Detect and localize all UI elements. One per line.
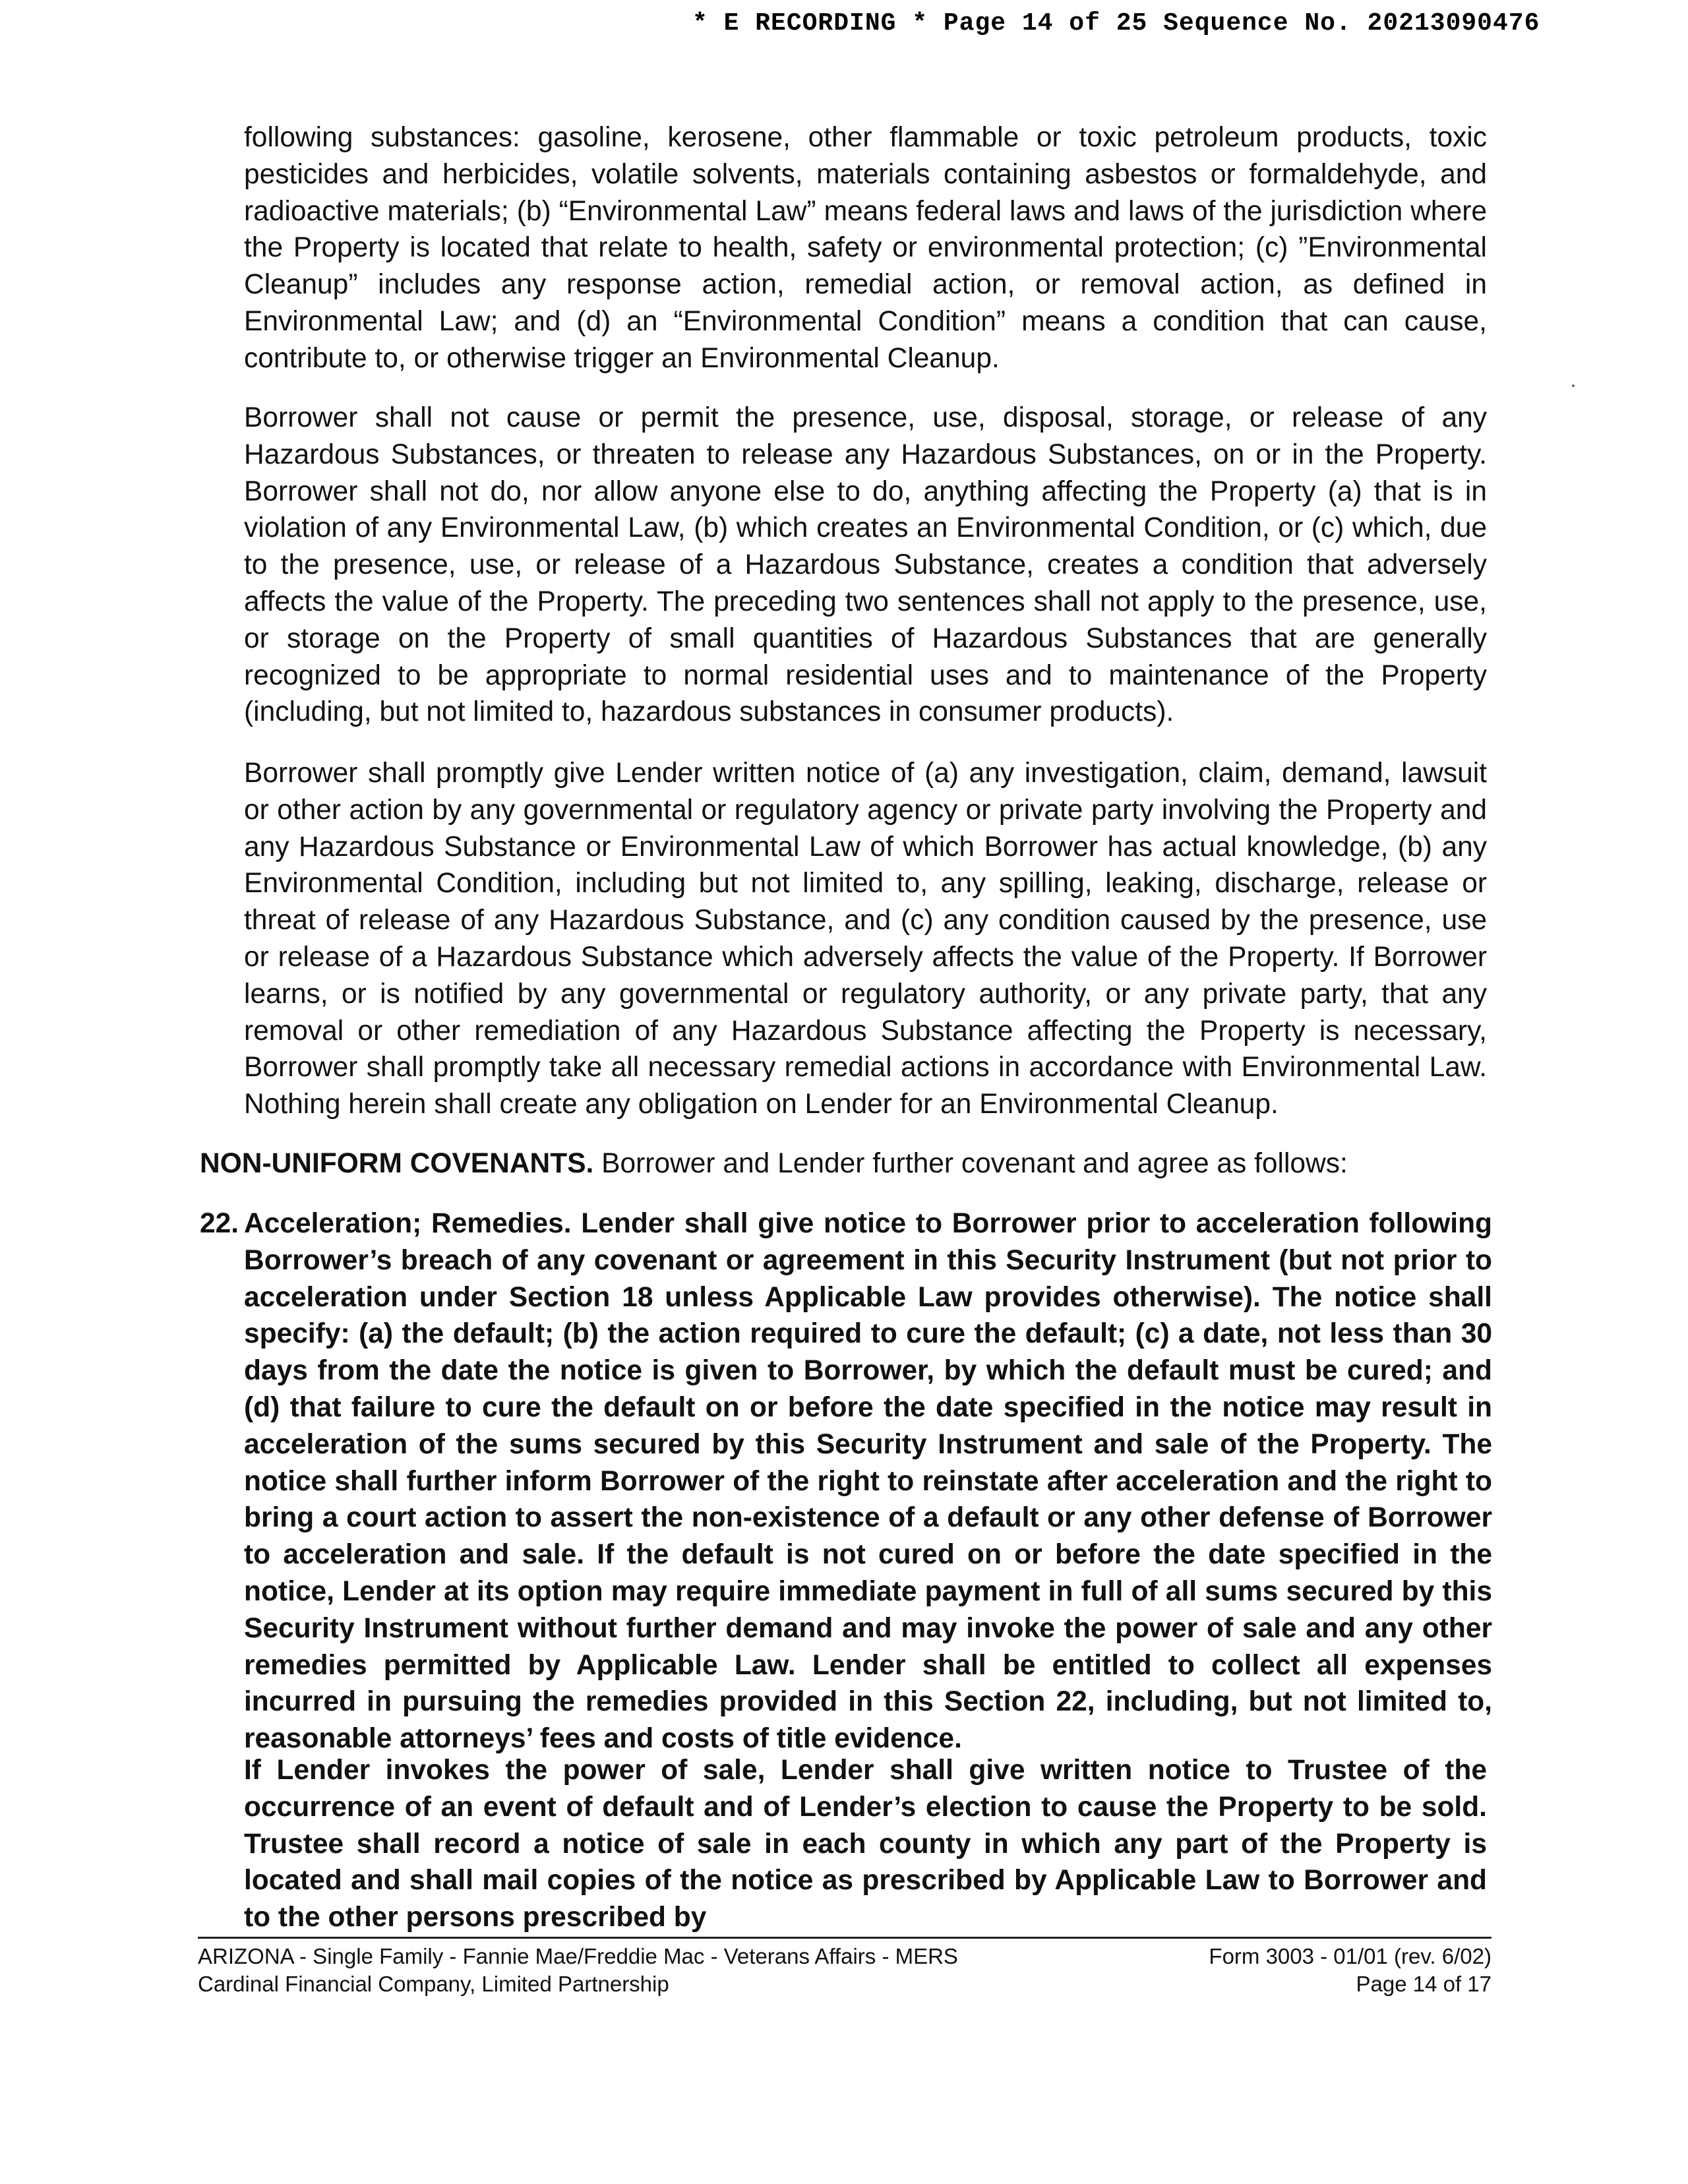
footer-page-number: Page 14 of 17 — [1356, 1972, 1492, 1996]
non-uniform-text: Borrower and Lender further covenant and agree as follows: — [593, 1148, 1348, 1179]
footer-divider — [198, 1937, 1492, 1939]
paragraph-hazardous-substances: Borrower shall not cause or permit the presence, use, disposal, storage, or release of any Hazardous Substances, or threaten to release any Hazardous Substances, on or in the Property. Borrower shall not do, nor allow anyone else to do, anything affecting the Property (a) that is in violation of any Environmental Law, (b) which creates an Environmental Condition, or (c) which, due to the presence, use, or release of a Hazardous Substance, creates a condition that adversely affects the value of the Property. The preceding two sentences shall not apply to the presence, use, or storage on the Property of small quantities of Hazardous Substances that are generally recognized to be appropriate to normal residential uses and to maintenance of the Property (including, but not limited to, hazardous substances in consumer products). — [244, 402, 1487, 728]
paragraph-notice-obligations: Borrower shall promptly give Lender written notice of (a) any investigation, claim, demand, lawsuit or other action by any governmental or regulatory agency or private party involving the Property and any Hazardous Substance or Environmental Law of which Borrower has actual knowledge, (b) any Environmental Condition, including but not limited to, any spilling, leaking, discharge, release or threat of release of any Hazardous Substance, and (c) any condition caused by the presence, use or release of a Hazardous Substance which adversely affects the value of the Property. If Borrower learns, or is notified by any governmental or regulatory authority, or any private party, that any removal or other remediation of any Hazardous Substance affecting the Property is necessary, Borrower shall promptly take all necessary remedial actions in accordance with Environmental Law. Nothing herein shall create any obligation on Lender for an Environmental Cleanup. — [244, 758, 1487, 1120]
footer-lender-name: Cardinal Financial Company, Limited Partnership — [198, 1972, 669, 1996]
non-uniform-heading: NON-UNIFORM COVENANTS. — [200, 1148, 594, 1179]
section-22-text: Acceleration; Remedies. Lender shall give notice to Borrower prior to acceleration following Borrower’s breach of any covenant or agreement in this Security Instrument (but not prior to acceleration under Section 18 unless Applicable Law provides otherwise). The notice shall specify: (a) the default; (b) the action required to cure the default; (c) a date, not less than 30 days from the date the notice is given to Borrower, by which the default must be cured; and (d) that failure to cure the default on or before the date specified in the notice may result in acceleration of the sums secured by this Security Instrument and sale of the Property. The notice shall further inform Borrower of the right to reinstate after acceleration and the right to bring a court action to assert the non-existence of a default or any other defense of Borrower to acceleration and sale. If the default is not cured on or before the date specified in the notice, Lender at its option may require immediate payment in full of all sums secured by this Security Instrument without further demand and may invoke the power of sale and any other remedies permitted by Applicable Law. Lender shall be entitled to collect all expenses incurred in pursuing the remedies provided in this Section 22, including, but not limited to, reasonable attorneys’ fees and costs of title evidence. — [244, 1208, 1492, 1755]
footer-form-number: Form 3003 - 01/01 (rev. 6/02) — [1209, 1944, 1492, 1968]
page-footer — [198, 1943, 1492, 1998]
paragraph-definitions: following substances: gasoline, kerosene, other flammable or toxic petroleum products, toxic pesticides and herbicides, volatile solvents, materials containing asbestos or formaldehyde, and radioactive materials; (b) “Environmental Law” means federal laws and laws of the jurisdiction where the Property is located that relate to health, safety or environmental protection; (c) ”Environmental Cleanup” includes any response action, remedial action, or removal action, as defined in Environmental Law; and (d) an “Environmental Condition” means a condition that can cause, contribute to, or otherwise trigger an Environmental Cleanup. — [244, 122, 1487, 374]
section-number: 22. — [200, 1208, 239, 1239]
scan-artifact-dot — [1572, 384, 1575, 387]
section-22-power-of-sale: If Lender invokes the power of sale, Lender shall give written notice to Trustee of the occurrence of an event of default and of Lender’s election to cause the Property to be sold. Trustee shall record a notice of sale in each county in which any part of the Property is located and shall mail copies of the notice as prescribed by Applicable Law to Borrower and to the other persons prescribed by — [244, 1755, 1487, 1933]
recording-header: * E RECORDING * Page 14 of 25 Sequence No. 20213090476 — [692, 9, 1540, 38]
footer-form-description: ARIZONA - Single Family - Fannie Mae/Freddie Mac - Veterans Affairs - MERS — [198, 1944, 958, 1968]
section-22 — [200, 1205, 1492, 1757]
non-uniform-covenants — [200, 1145, 1492, 1182]
